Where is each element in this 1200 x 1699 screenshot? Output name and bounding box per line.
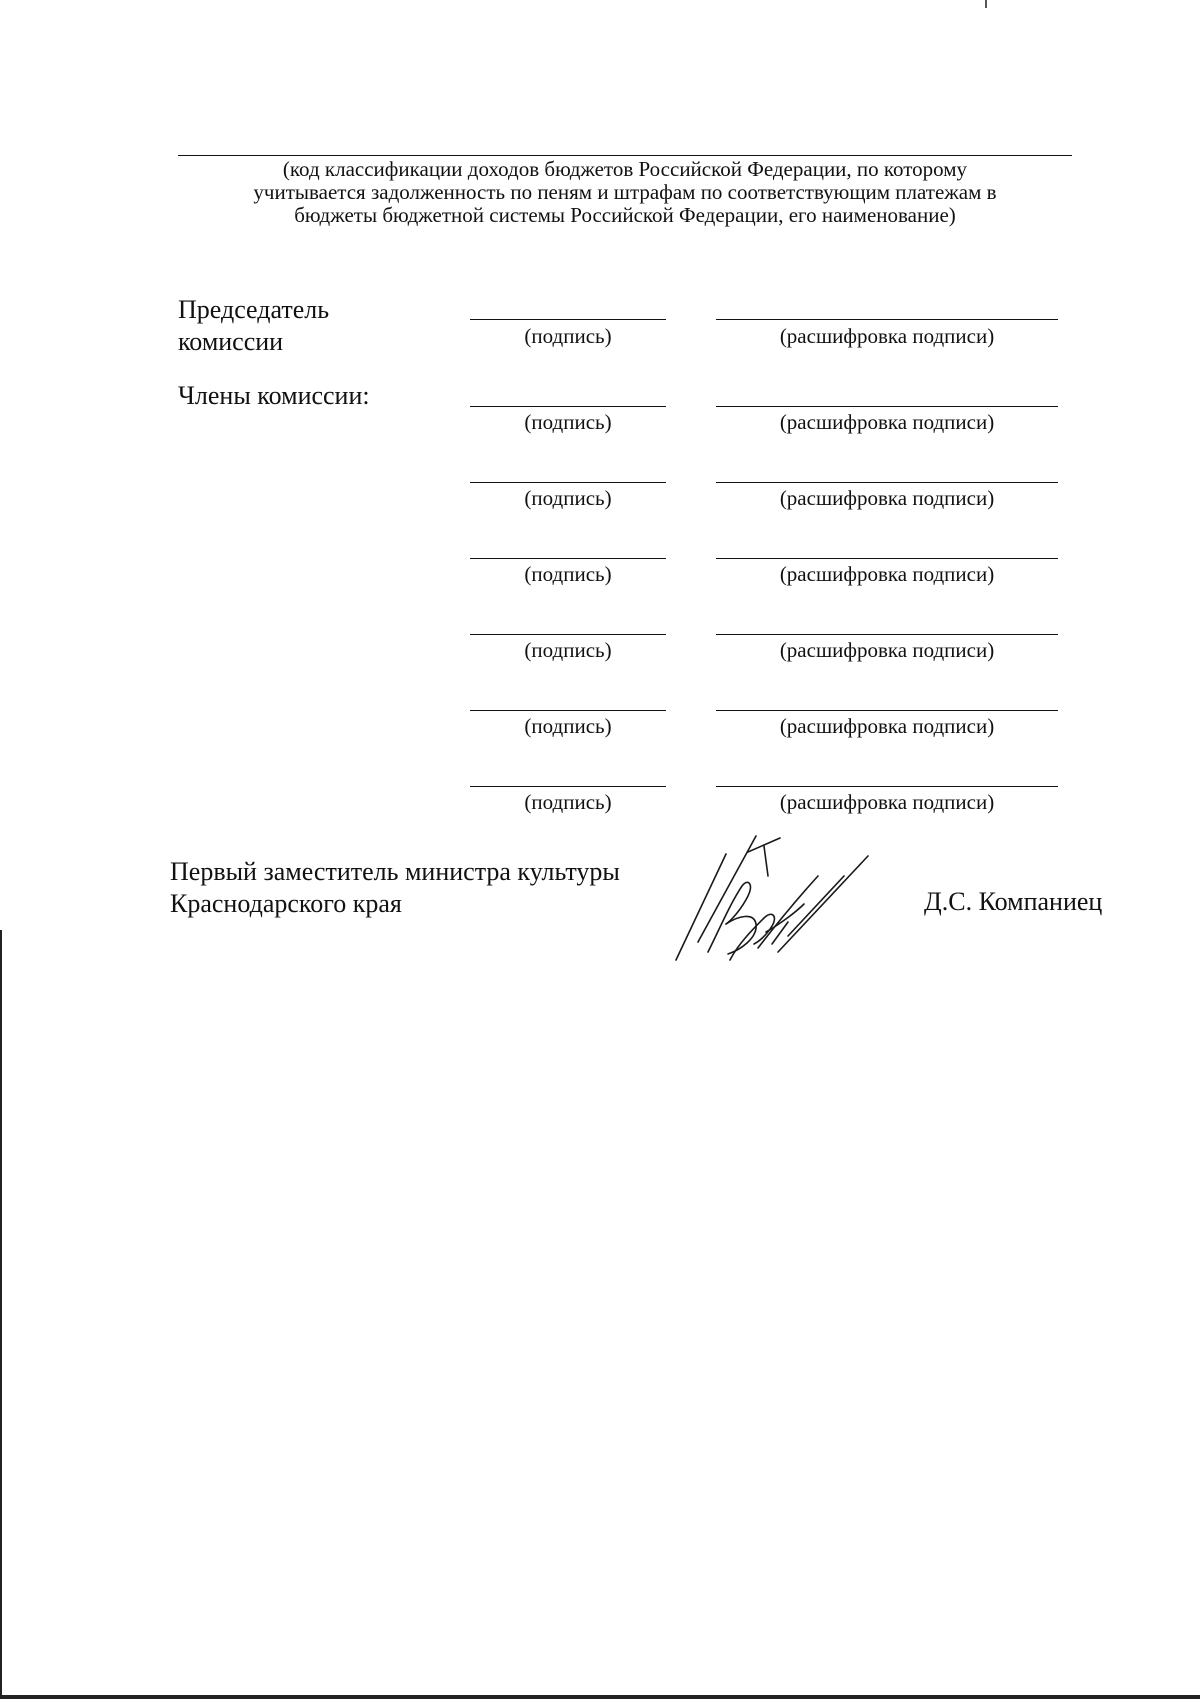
member-1-decoding-caption: (расшифровка подписи) xyxy=(779,410,995,434)
member-3-signature-line xyxy=(470,558,666,559)
chairman-label xyxy=(178,294,329,358)
member-2-decoding-caption: (расшифровка подписи) xyxy=(779,486,995,510)
member-2-signature-line xyxy=(470,482,666,483)
signatory-position-line-1: Первый заместитель министра культуры xyxy=(170,857,620,886)
member-2-decoding-line xyxy=(716,482,1058,483)
member-3-decoding-line xyxy=(716,558,1058,559)
member-6-signature-line xyxy=(470,786,666,787)
member-3-decoding-caption: (расшифровка подписи) xyxy=(779,562,995,586)
member-1-signature-caption: (подпись) xyxy=(524,410,612,434)
member-4-signature-line xyxy=(470,634,666,635)
classification-code-line xyxy=(178,155,1072,156)
caption-line-2: учитывается задолженность по пеням и штрафам по соответствующим платежам в xyxy=(253,180,997,204)
member-5-signature-line xyxy=(470,710,666,711)
scan-artifact-mark xyxy=(985,0,987,8)
signatory-position xyxy=(170,856,620,920)
member-6-decoding-caption: (расшифровка подписи) xyxy=(779,790,995,814)
member-5-decoding-line xyxy=(716,710,1058,711)
member-1-decoding-line xyxy=(716,406,1058,407)
scan-edge-left xyxy=(0,930,2,1699)
member-5-signature-caption: (подпись) xyxy=(524,714,612,738)
scan-edge-bottom xyxy=(0,1695,1200,1699)
chairman-signature-line xyxy=(470,319,666,320)
handwritten-signature xyxy=(668,832,880,964)
member-2-signature-caption: (подпись) xyxy=(524,486,612,510)
member-4-decoding-line xyxy=(716,634,1058,635)
chairman-label-line-2: комиссии xyxy=(178,327,284,356)
member-5-decoding-caption: (расшифровка подписи) xyxy=(779,714,995,738)
chairman-decoding-caption: (расшифровка подписи) xyxy=(779,324,995,348)
classification-code-caption xyxy=(178,158,1072,227)
signatory-position-line-2: Краснодарского края xyxy=(170,889,402,918)
signatory-name: Д.С. Компаниец xyxy=(924,887,1103,916)
member-4-decoding-caption: (расшифровка подписи) xyxy=(779,638,995,662)
member-4-signature-caption: (подпись) xyxy=(524,638,612,662)
member-6-decoding-line xyxy=(716,786,1058,787)
member-3-signature-caption: (подпись) xyxy=(524,562,612,586)
chairman-label-line-1: Председатель xyxy=(178,295,330,324)
chairman-signature-caption: (подпись) xyxy=(524,324,612,348)
member-6-signature-caption: (подпись) xyxy=(524,790,612,814)
chairman-decoding-line xyxy=(716,319,1058,320)
caption-line-1: (код классификации доходов бюджетов Российской Федерации, по которому xyxy=(282,157,968,181)
member-1-signature-line xyxy=(470,406,666,407)
members-label: Члены комиссии: xyxy=(178,381,370,410)
caption-line-3: бюджеты бюджетной системы Российской Федерации, его наименование) xyxy=(294,203,956,227)
